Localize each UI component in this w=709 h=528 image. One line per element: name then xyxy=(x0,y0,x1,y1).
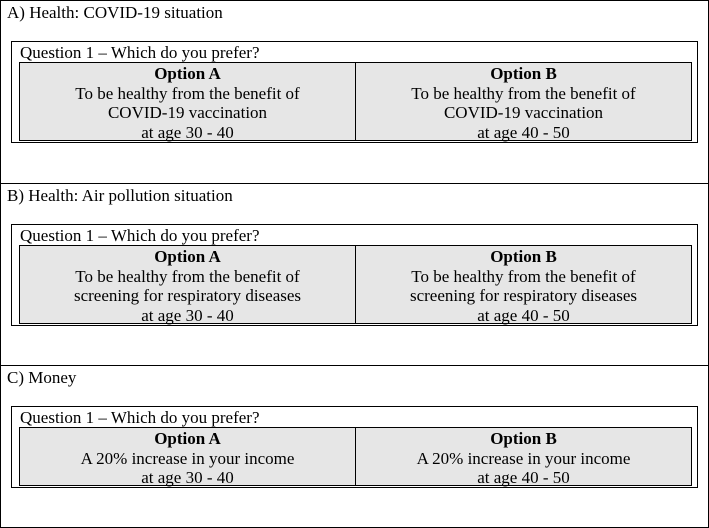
option-title: Option A xyxy=(154,429,221,448)
section-money xyxy=(1,366,708,527)
section-covid xyxy=(1,1,708,184)
question-label: Question 1 – Which do you prefer? xyxy=(20,226,260,245)
options-row xyxy=(19,245,692,324)
option-title: Option B xyxy=(490,429,557,448)
option-line: at age 40 - 50 xyxy=(477,305,570,325)
section-title: C) Money xyxy=(7,368,77,387)
question-box xyxy=(11,41,698,143)
option-line: at age 40 - 50 xyxy=(477,468,570,487)
option-b[interactable] xyxy=(355,63,691,140)
question-box xyxy=(11,406,698,488)
options-row xyxy=(19,62,692,141)
option-line: To be healthy from the benefit of xyxy=(75,266,300,286)
option-line: at age 30 - 40 xyxy=(141,122,234,142)
option-title: Option A xyxy=(154,247,221,266)
option-line: at age 30 - 40 xyxy=(141,305,234,325)
section-title: A) Health: COVID-19 situation xyxy=(7,3,223,22)
option-b[interactable] xyxy=(355,246,691,323)
option-line: at age 40 - 50 xyxy=(477,122,570,142)
option-title: Option A xyxy=(154,64,221,83)
question-label: Question 1 – Which do you prefer? xyxy=(20,43,260,62)
option-a[interactable] xyxy=(20,63,355,140)
option-title: Option B xyxy=(490,247,557,266)
option-line: To be healthy from the benefit of xyxy=(411,266,636,286)
option-line: To be healthy from the benefit of xyxy=(411,83,636,103)
option-a[interactable] xyxy=(20,428,355,485)
option-line: To be healthy from the benefit of xyxy=(75,83,300,103)
option-line: A 20% increase in your income xyxy=(416,448,631,468)
option-line: COVID-19 vaccination xyxy=(107,103,268,122)
option-title: Option B xyxy=(490,64,557,83)
section-title: B) Health: Air pollution situation xyxy=(7,186,233,205)
option-line: screening for respiratory diseases xyxy=(73,286,302,305)
option-line: A 20% increase in your income xyxy=(80,448,295,468)
question-box xyxy=(11,224,698,326)
option-a[interactable] xyxy=(20,246,355,323)
question-label: Question 1 – Which do you prefer? xyxy=(20,408,260,427)
option-b[interactable] xyxy=(355,428,691,485)
options-row xyxy=(19,427,692,486)
option-line: screening for respiratory diseases xyxy=(409,286,638,305)
section-air-pollution xyxy=(1,184,708,366)
option-line: at age 30 - 40 xyxy=(141,468,234,487)
option-line: COVID-19 vaccination xyxy=(443,103,604,122)
